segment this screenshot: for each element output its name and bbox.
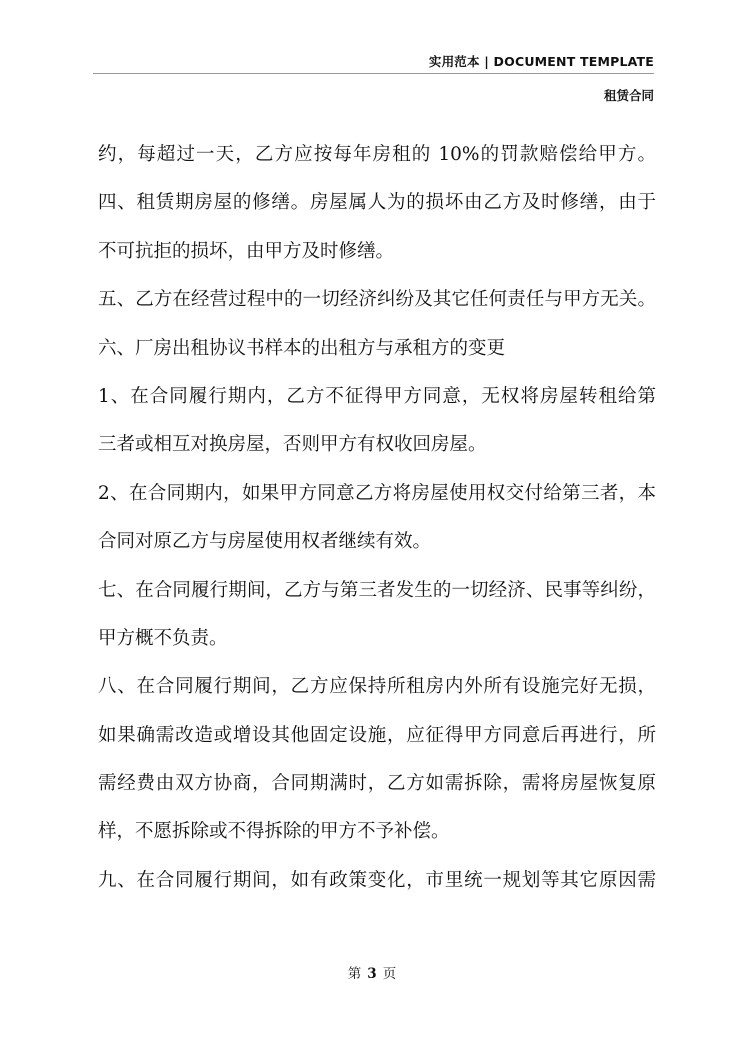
header-subtitle: 租赁合同 (603, 88, 654, 103)
body-line: 不可抗拒的损坏，由甲方及时修缮。 (98, 240, 395, 262)
body-line: 如果确需改造或增设其他固定设施，应征得甲方同意后再进行，所 (98, 724, 656, 746)
page-number: 3 (367, 966, 377, 982)
body-line: 2、在合同期内，如果甲方同意乙方将房屋使用权交付给第三者，本 (98, 482, 656, 504)
body-line: 九、在合同履行期间，如有政策变化，市里统一规划等其它原因需 (98, 869, 656, 891)
body-line: 五、乙方在经营过程中的一切经济纠纷及其它任何责任与甲方无关。 (98, 289, 656, 311)
body-line: 1、在合同履行期内，乙方不征得甲方同意，无权将房屋转租给第 (98, 385, 656, 407)
body-line: 七、在合同履行期间，乙方与第三者发生的一切经济、民事等纠纷， (98, 579, 656, 601)
body-line: 需经费由双方协商，合同期满时，乙方如需拆除，需将房屋恢复原 (98, 773, 656, 795)
body-line: 三者或相互对换房屋，否则甲方有权收回房屋。 (98, 434, 487, 456)
body-line: 八、在合同履行期间，乙方应保持所租房内外所有设施完好无损， (98, 676, 656, 698)
body-line: 六、厂房出租协议书样本的出租方与承租方的变更 (98, 337, 506, 359)
body-line: 四、租赁期房屋的修缮。房屋属人为的损坏由乙方及时修缮，由于 (98, 192, 656, 214)
footer-suffix: 页 (382, 966, 397, 982)
body-line: 约，每超过一天，乙方应按每年房租的 10%的罚款赔偿给甲方。 (98, 144, 656, 165)
header-divider (93, 73, 654, 74)
page-header (429, 52, 654, 70)
document-body (98, 138, 656, 912)
body-line: 样，不愿拆除或不得拆除的甲方不予补偿。 (98, 821, 450, 843)
body-line: 合同对原乙方与房屋使用权者继续有效。 (98, 531, 432, 553)
header-title: 实用范本 | DOCUMENT TEMPLATE (428, 54, 654, 69)
body-line: 甲方概不负责。 (98, 627, 228, 649)
page-footer (0, 962, 744, 982)
footer-prefix: 第 (347, 966, 362, 982)
